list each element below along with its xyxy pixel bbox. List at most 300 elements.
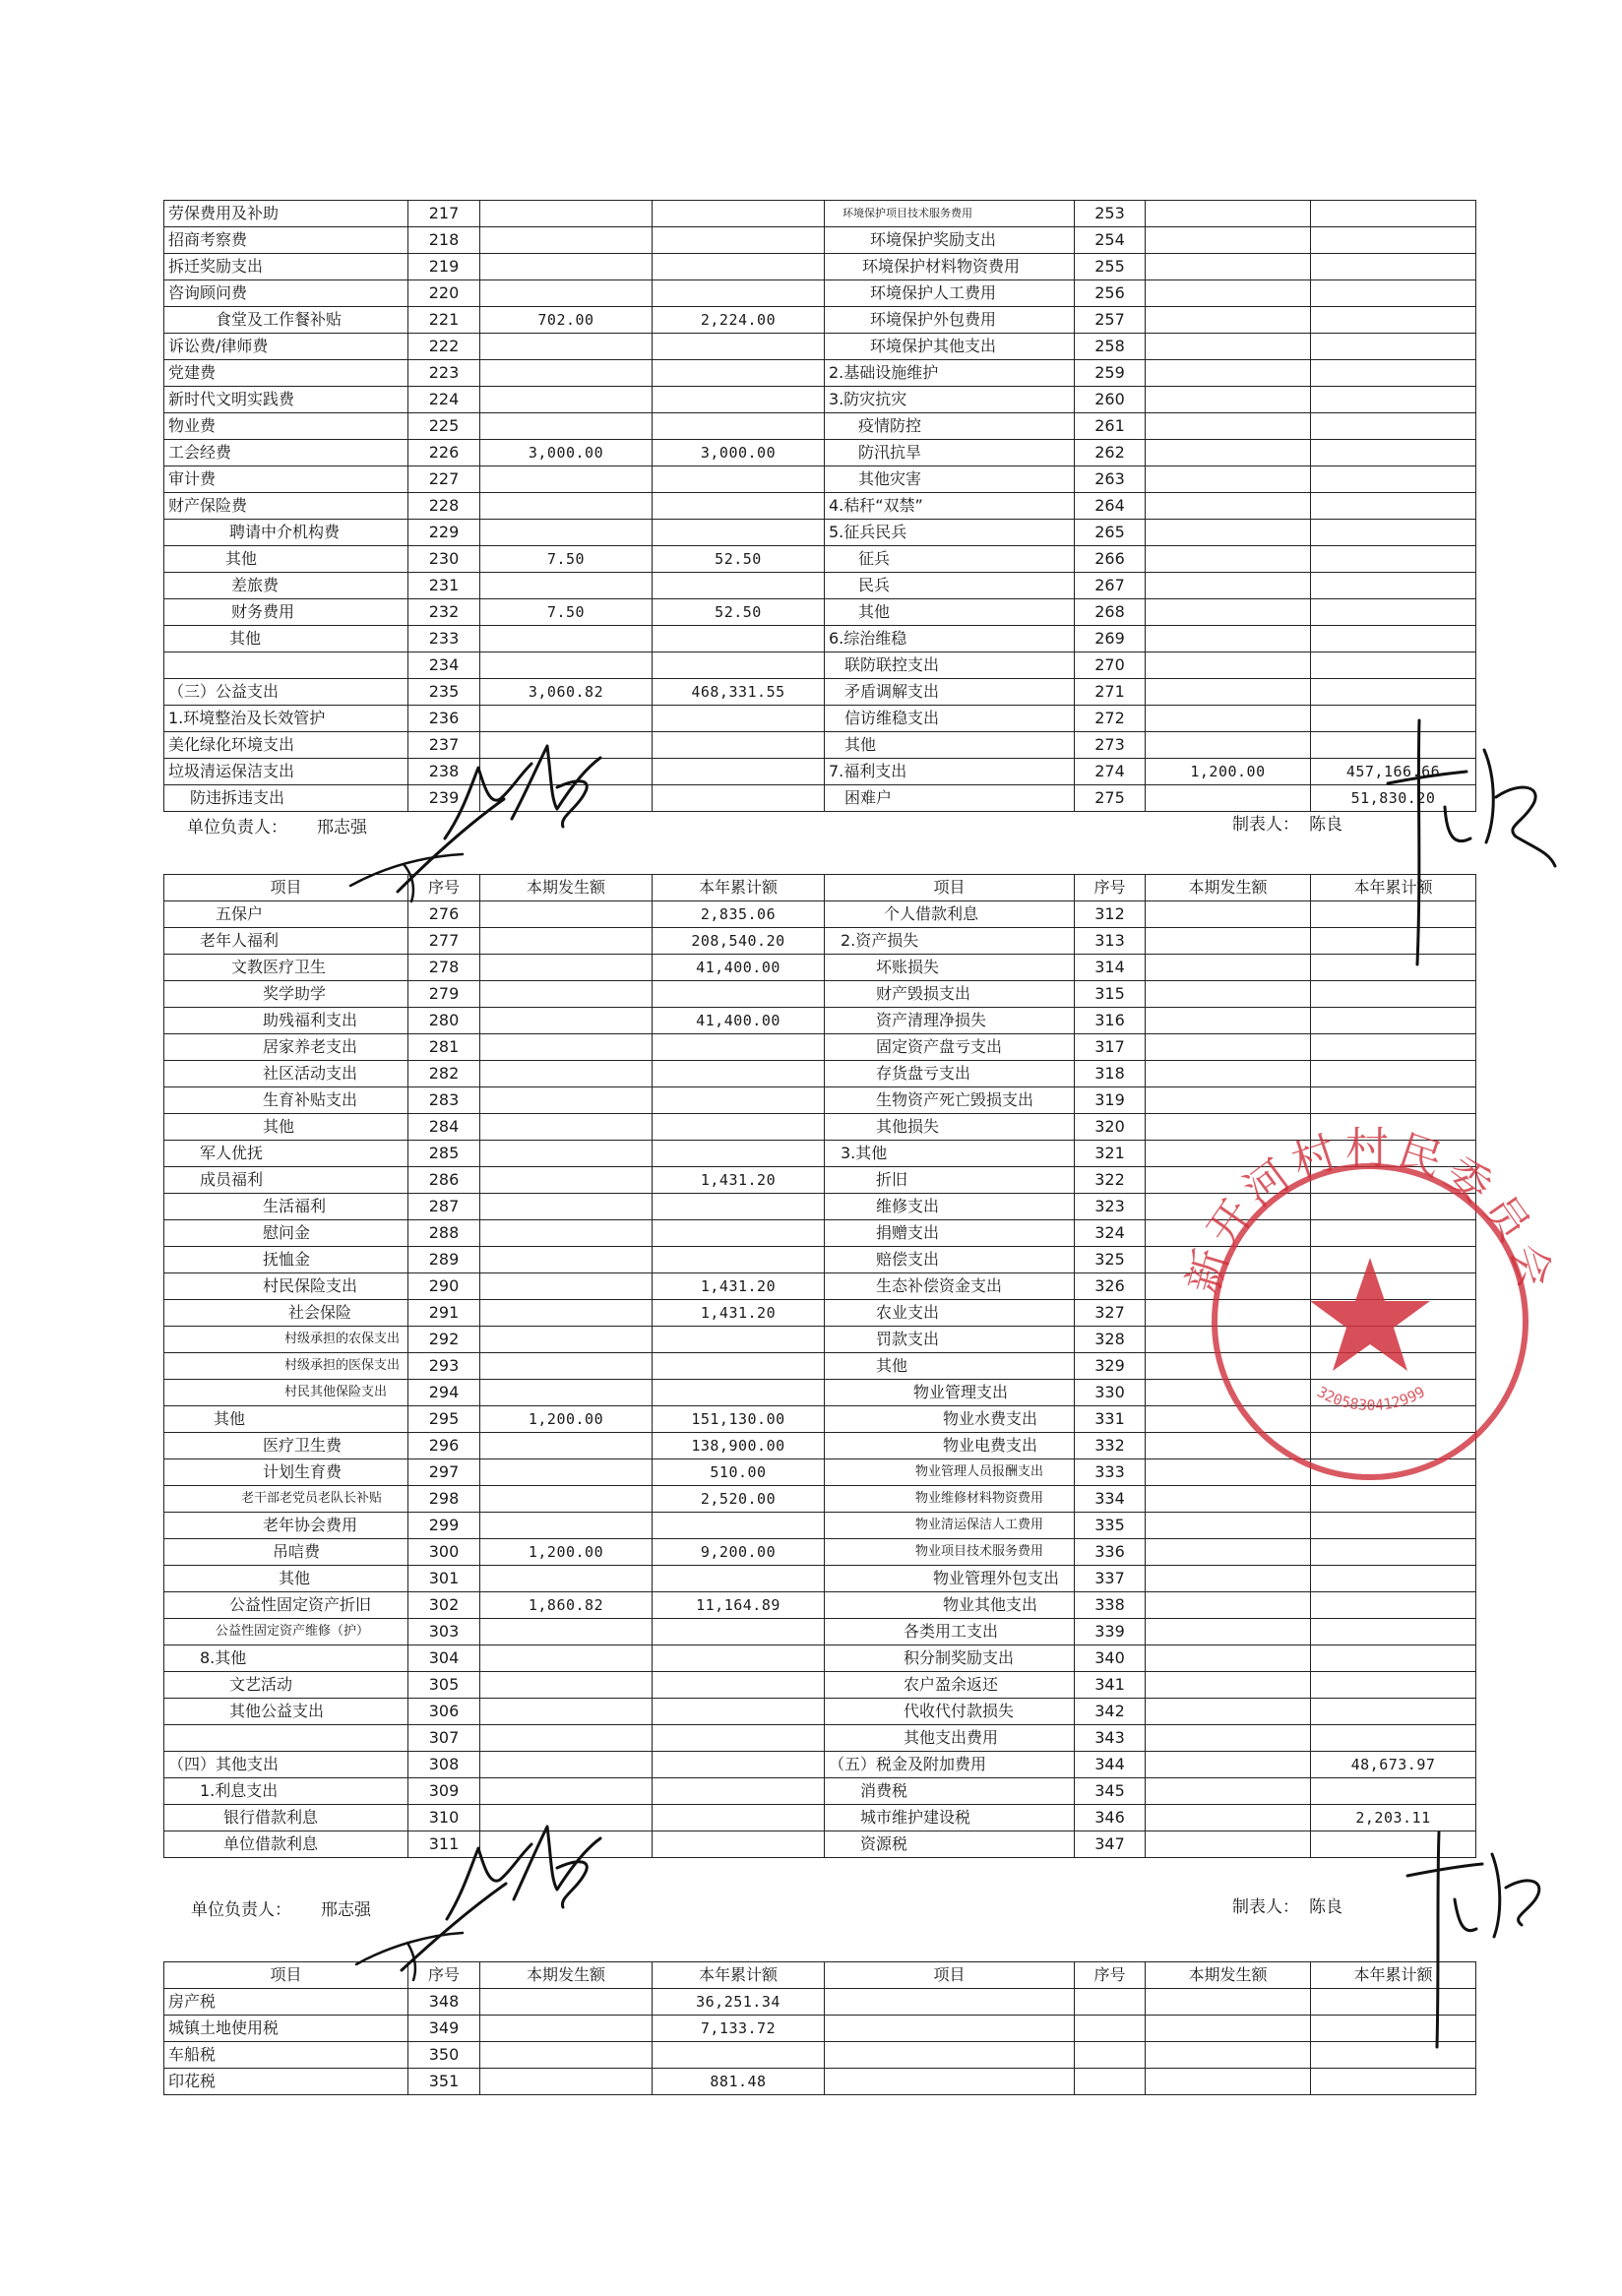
period-amount-cell-right [1146, 440, 1311, 466]
table-row [164, 1513, 1476, 1539]
ytd-amount-cell-right [1311, 1353, 1476, 1380]
period-amount-cell-right [1146, 1327, 1311, 1353]
seq-cell-right: 330 [1075, 1380, 1146, 1406]
period-amount-cell-right [1146, 1725, 1311, 1752]
item-cell: （四）其他支出 [164, 1752, 408, 1778]
table-row [164, 280, 1476, 307]
seq-cell-right: 332 [1075, 1433, 1146, 1459]
ytd-amount-cell-right [1311, 254, 1476, 280]
period-amount-cell [480, 1114, 653, 1141]
table-row [164, 1592, 1476, 1619]
item-cell: 财务费用 [164, 599, 408, 626]
ytd-amount-cell-right [1311, 1167, 1476, 1194]
period-amount-cell [480, 493, 653, 520]
item-cell-right: 其他 [825, 1353, 1075, 1380]
period-amount-cell-right [1146, 1008, 1311, 1034]
seq-cell: 302 [408, 1592, 480, 1619]
period-amount-cell-right [1146, 1592, 1311, 1619]
table-row [164, 307, 1476, 334]
ytd-amount-cell-right [1311, 706, 1476, 732]
item-cell: 印花税 [164, 2069, 408, 2095]
table-row [164, 1300, 1476, 1327]
ytd-amount-cell-right [1311, 1592, 1476, 1619]
item-cell: 五保户 [164, 901, 408, 928]
ytd-amount-cell-right [1311, 573, 1476, 599]
seq-cell-right: 313 [1075, 928, 1146, 955]
seq-cell: 290 [408, 1273, 480, 1300]
table-row [164, 901, 1476, 928]
seq-cell-right [1075, 2016, 1146, 2042]
item-cell-right: 物业水费支出 [825, 1406, 1075, 1433]
ytd-amount-cell: 52.50 [653, 599, 825, 626]
seq-cell: 311 [408, 1831, 480, 1858]
ytd-amount-cell-right [1311, 1513, 1476, 1539]
table-row [164, 334, 1476, 360]
seq-cell: 298 [408, 1486, 480, 1513]
item-cell-right: 环境保护奖励支出 [825, 227, 1075, 254]
maker-name: 陈良 [1309, 1897, 1342, 1917]
seq-cell: 350 [408, 2042, 480, 2069]
seq-cell: 299 [408, 1513, 480, 1539]
period-amount-cell [480, 360, 653, 387]
maker-name: 陈良 [1309, 815, 1342, 835]
ytd-amount-cell-right [1311, 1008, 1476, 1034]
period-amount-cell [480, 928, 653, 955]
item-cell: 美化绿化环境支出 [164, 732, 408, 759]
ytd-amount-cell: 881.48 [653, 2069, 825, 2095]
period-amount-cell [480, 1645, 653, 1672]
ytd-amount-cell: 7,133.72 [653, 2016, 825, 2042]
signature-line-owner [187, 813, 367, 838]
seq-cell-right: 255 [1075, 254, 1146, 280]
ytd-amount-cell-right [1311, 1486, 1476, 1513]
seq-cell: 303 [408, 1619, 480, 1645]
seq-cell-right: 256 [1075, 280, 1146, 307]
period-amount-cell-right [1146, 1141, 1311, 1167]
ytd-amount-cell: 510.00 [653, 1459, 825, 1486]
period-amount-cell [480, 1061, 653, 1087]
seq-cell: 304 [408, 1645, 480, 1672]
table-row [164, 546, 1476, 573]
period-amount-cell-right [1146, 901, 1311, 928]
period-amount-cell [480, 280, 653, 307]
period-amount-cell [480, 1273, 653, 1300]
ytd-amount-cell-right [1311, 1433, 1476, 1459]
item-cell-right: （五）税金及附加费用 [825, 1752, 1075, 1778]
ytd-amount-cell [653, 1725, 825, 1752]
item-cell: 成员福利 [164, 1167, 408, 1194]
period-amount-cell [480, 759, 653, 785]
period-amount-cell [480, 1619, 653, 1645]
period-amount-cell [480, 1778, 653, 1805]
seq-cell-right [1075, 1989, 1146, 2016]
signature-line-maker-2 [1232, 1893, 1342, 1917]
table-row [164, 1353, 1476, 1380]
ytd-amount-cell: 208,540.20 [653, 928, 825, 955]
seq-cell-right: 346 [1075, 1805, 1146, 1831]
ytd-amount-cell [653, 1380, 825, 1406]
ytd-amount-cell [653, 1513, 825, 1539]
item-cell: 城镇土地使用税 [164, 2016, 408, 2042]
table-row [164, 2042, 1476, 2069]
item-cell: 1.利息支出 [164, 1778, 408, 1805]
seq-cell: 305 [408, 1672, 480, 1699]
ytd-amount-cell: 2,224.00 [653, 307, 825, 334]
item-cell-right: 疫情防控 [825, 413, 1075, 440]
ytd-amount-cell-right [1311, 652, 1476, 679]
item-cell: 8.其他 [164, 1645, 408, 1672]
ytd-amount-cell-right [1311, 227, 1476, 254]
seq-cell: 221 [408, 307, 480, 334]
seq-cell: 280 [408, 1008, 480, 1034]
seq-cell-right: 317 [1075, 1034, 1146, 1061]
ytd-amount-cell [653, 254, 825, 280]
seq-cell-right: 261 [1075, 413, 1146, 440]
ytd-amount-cell-right [1311, 1778, 1476, 1805]
item-cell-right: 5.征兵民兵 [825, 520, 1075, 546]
ytd-amount-cell-right [1311, 1247, 1476, 1273]
seq-cell-right: 264 [1075, 493, 1146, 520]
seq-cell-right: 336 [1075, 1539, 1146, 1566]
ytd-amount-cell-right [1311, 1672, 1476, 1699]
period-amount-cell: 7.50 [480, 599, 653, 626]
ytd-amount-cell [653, 334, 825, 360]
seq-cell: 223 [408, 360, 480, 387]
seq-cell: 282 [408, 1061, 480, 1087]
table-row [164, 1034, 1476, 1061]
seq-cell-right: 260 [1075, 387, 1146, 413]
period-amount-cell [480, 387, 653, 413]
period-amount-cell [480, 1672, 653, 1699]
period-amount-cell-right [1146, 466, 1311, 493]
seq-cell-right: 274 [1075, 759, 1146, 785]
period-amount-cell-right [1146, 307, 1311, 334]
signature-line-owner-2 [191, 1895, 371, 1920]
table-header-row [164, 875, 1476, 901]
period-amount-cell-right [1146, 981, 1311, 1008]
header-ytd: 本年累计额 [653, 875, 825, 901]
item-cell: 银行借款利息 [164, 1805, 408, 1831]
seq-cell-right: 329 [1075, 1353, 1146, 1380]
item-cell: 物业费 [164, 413, 408, 440]
item-cell-right: 坏账损失 [825, 955, 1075, 981]
table-row [164, 1989, 1476, 2016]
ytd-amount-cell-right [1311, 201, 1476, 227]
seq-cell-right: 333 [1075, 1459, 1146, 1486]
seq-cell-right [1075, 2069, 1146, 2095]
item-cell-right: 其他灾害 [825, 466, 1075, 493]
seq-cell-right: 270 [1075, 652, 1146, 679]
table-row [164, 360, 1476, 387]
period-amount-cell-right [1146, 732, 1311, 759]
period-amount-cell-right [1146, 227, 1311, 254]
ytd-amount-cell-right [1311, 1699, 1476, 1725]
header-period-right: 本期发生额 [1146, 875, 1311, 901]
period-amount-cell-right [1146, 413, 1311, 440]
period-amount-cell [480, 1752, 653, 1778]
seq-cell-right: 269 [1075, 626, 1146, 652]
seq-cell-right: 347 [1075, 1831, 1146, 1858]
item-cell-right: 3.其他 [825, 1141, 1075, 1167]
period-amount-cell [480, 466, 653, 493]
seq-cell: 225 [408, 413, 480, 440]
ytd-amount-cell-right [1311, 1061, 1476, 1087]
maker-label: 制表人： [1232, 815, 1299, 835]
header-period-right: 本期发生额 [1146, 1962, 1311, 1989]
item-cell-right: 物业电费支出 [825, 1433, 1075, 1459]
item-cell: 聘请中介机构费 [164, 520, 408, 546]
item-cell-right: 资产清理净损失 [825, 1008, 1075, 1034]
seq-cell: 285 [408, 1141, 480, 1167]
ytd-amount-cell [653, 1114, 825, 1141]
item-cell-right: 罚款支出 [825, 1327, 1075, 1353]
period-amount-cell [480, 706, 653, 732]
owner-name: 邢志强 [317, 818, 367, 838]
seal-text: 新开河村村民委员会 [1177, 1123, 1563, 1300]
ytd-amount-cell [653, 1087, 825, 1114]
table-row [164, 227, 1476, 254]
ytd-amount-cell-right [1311, 1194, 1476, 1220]
seq-cell: 230 [408, 546, 480, 573]
seq-cell: 237 [408, 732, 480, 759]
ytd-amount-cell-right [1311, 360, 1476, 387]
seq-cell-right: 319 [1075, 1087, 1146, 1114]
period-amount-cell-right [1146, 2069, 1311, 2095]
table-row [164, 1433, 1476, 1459]
item-cell: 1.环境整治及长效管护 [164, 706, 408, 732]
period-amount-cell-right [1146, 1672, 1311, 1699]
ytd-amount-cell-right [1311, 387, 1476, 413]
seq-cell: 309 [408, 1778, 480, 1805]
period-amount-cell [480, 981, 653, 1008]
table-row [164, 1699, 1476, 1725]
item-cell-right: 积分制奖励支出 [825, 1645, 1075, 1672]
period-amount-cell-right [1146, 1087, 1311, 1114]
header-seq: 序号 [408, 1962, 480, 1989]
item-cell: 老年协会费用 [164, 1513, 408, 1539]
ytd-amount-cell [653, 1672, 825, 1699]
seq-cell: 219 [408, 254, 480, 280]
seq-cell: 310 [408, 1805, 480, 1831]
item-cell: 差旅费 [164, 573, 408, 599]
table-row [164, 1619, 1476, 1645]
period-amount-cell-right [1146, 573, 1311, 599]
table-row [164, 1406, 1476, 1433]
item-cell: 咨询顾问费 [164, 280, 408, 307]
ytd-amount-cell [653, 652, 825, 679]
period-amount-cell: 702.00 [480, 307, 653, 334]
item-cell-right: 7.福利支出 [825, 759, 1075, 785]
period-amount-cell [480, 1566, 653, 1592]
ytd-amount-cell: 41,400.00 [653, 1008, 825, 1034]
item-cell-right: 折旧 [825, 1167, 1075, 1194]
item-cell-right: 固定资产盘亏支出 [825, 1034, 1075, 1061]
seq-cell: 232 [408, 599, 480, 626]
item-cell-right [825, 2042, 1075, 2069]
ytd-amount-cell-right [1311, 1114, 1476, 1141]
ytd-amount-cell [653, 706, 825, 732]
seq-cell-right: 342 [1075, 1699, 1146, 1725]
ytd-amount-cell [653, 1194, 825, 1220]
owner-label: 单位负责人： [191, 1900, 291, 1920]
table-row [164, 2069, 1476, 2095]
period-amount-cell-right [1146, 955, 1311, 981]
seq-cell-right: 341 [1075, 1672, 1146, 1699]
item-cell-right: 消费税 [825, 1778, 1075, 1805]
period-amount-cell-right [1146, 1380, 1311, 1406]
period-amount-cell [480, 626, 653, 652]
item-cell-right: 财产毁损支出 [825, 981, 1075, 1008]
ytd-amount-cell: 41,400.00 [653, 955, 825, 981]
table-row [164, 466, 1476, 493]
period-amount-cell-right [1146, 1699, 1311, 1725]
table-row [164, 387, 1476, 413]
seq-cell: 300 [408, 1539, 480, 1566]
ytd-amount-cell-right [1311, 955, 1476, 981]
seq-cell-right: 262 [1075, 440, 1146, 466]
header-ytd-right: 本年累计额 [1311, 1962, 1476, 1989]
table-row [164, 2016, 1476, 2042]
ytd-amount-cell-right [1311, 493, 1476, 520]
ytd-amount-cell-right [1311, 546, 1476, 573]
item-cell [164, 1725, 408, 1752]
seq-cell-right: 331 [1075, 1406, 1146, 1433]
table-row [164, 1752, 1476, 1778]
period-amount-cell [480, 1805, 653, 1831]
ytd-amount-cell-right [1311, 413, 1476, 440]
item-cell: 食堂及工作餐补贴 [164, 307, 408, 334]
seq-cell-right [1075, 2042, 1146, 2069]
header-seq: 序号 [408, 875, 480, 901]
ytd-amount-cell-right [1311, 1380, 1476, 1406]
period-amount-cell [480, 1008, 653, 1034]
item-cell: 其他公益支出 [164, 1699, 408, 1725]
ytd-amount-cell-right: 48,673.97 [1311, 1752, 1476, 1778]
item-cell: 招商考察费 [164, 227, 408, 254]
item-cell: 文艺活动 [164, 1672, 408, 1699]
table-row [164, 981, 1476, 1008]
period-amount-cell [480, 1513, 653, 1539]
seq-cell-right: 318 [1075, 1061, 1146, 1087]
period-amount-cell [480, 1034, 653, 1061]
header-ytd-right: 本年累计额 [1311, 875, 1476, 901]
seq-cell: 220 [408, 280, 480, 307]
seq-cell: 348 [408, 1989, 480, 2016]
item-cell: 防违拆违支出 [164, 785, 408, 812]
ytd-amount-cell [653, 520, 825, 546]
period-amount-cell [480, 1486, 653, 1513]
period-amount-cell-right [1146, 679, 1311, 706]
seq-cell: 283 [408, 1087, 480, 1114]
period-amount-cell-right [1146, 1486, 1311, 1513]
seq-cell: 306 [408, 1699, 480, 1725]
ytd-amount-cell-right [1311, 1989, 1476, 2016]
seq-cell-right: 321 [1075, 1141, 1146, 1167]
item-cell-right: 其他支出费用 [825, 1725, 1075, 1752]
ytd-amount-cell [653, 1752, 825, 1778]
period-amount-cell [480, 1459, 653, 1486]
item-cell: 工会经费 [164, 440, 408, 466]
ytd-amount-cell-right [1311, 2069, 1476, 2095]
ytd-amount-cell [653, 759, 825, 785]
ytd-amount-cell [653, 732, 825, 759]
seq-cell: 286 [408, 1167, 480, 1194]
table-row [164, 1805, 1476, 1831]
period-amount-cell: 7.50 [480, 546, 653, 573]
period-amount-cell-right [1146, 706, 1311, 732]
item-cell-right: 其他 [825, 732, 1075, 759]
table-row [164, 1327, 1476, 1353]
seq-cell: 276 [408, 901, 480, 928]
item-cell-right: 2.资产损失 [825, 928, 1075, 955]
seq-cell: 288 [408, 1220, 480, 1247]
item-cell-right: 3.防灾抗灾 [825, 387, 1075, 413]
item-cell: 村级承担的农保支出 [164, 1327, 408, 1353]
item-cell-right: 捐赠支出 [825, 1220, 1075, 1247]
seq-cell-right: 326 [1075, 1273, 1146, 1300]
seq-cell: 301 [408, 1566, 480, 1592]
period-amount-cell-right [1146, 1300, 1311, 1327]
period-amount-cell-right [1146, 2042, 1311, 2069]
period-amount-cell [480, 1353, 653, 1380]
seq-cell: 281 [408, 1034, 480, 1061]
seq-cell-right: 338 [1075, 1592, 1146, 1619]
item-cell-right: 个人借款利息 [825, 901, 1075, 928]
seq-cell-right: 323 [1075, 1194, 1146, 1220]
period-amount-cell-right [1146, 1989, 1311, 2016]
item-cell-right: 环境保护外包费用 [825, 307, 1075, 334]
ytd-amount-cell-right [1311, 1327, 1476, 1353]
table-row [164, 1061, 1476, 1087]
period-amount-cell [480, 413, 653, 440]
ytd-amount-cell [653, 360, 825, 387]
period-amount-cell [480, 1327, 653, 1353]
period-amount-cell-right [1146, 280, 1311, 307]
signature-line-maker [1232, 810, 1342, 835]
ytd-amount-cell-right [1311, 1087, 1476, 1114]
seq-cell-right: 335 [1075, 1513, 1146, 1539]
ytd-amount-cell-right [1311, 440, 1476, 466]
item-cell: 老年人福利 [164, 928, 408, 955]
table-row [164, 1167, 1476, 1194]
seq-cell: 284 [408, 1114, 480, 1141]
table-row [164, 1194, 1476, 1220]
period-amount-cell [480, 334, 653, 360]
seq-cell-right: 339 [1075, 1619, 1146, 1645]
ytd-amount-cell-right [1311, 1034, 1476, 1061]
ytd-amount-cell [653, 387, 825, 413]
item-cell: 村民其他保险支出 [164, 1380, 408, 1406]
seq-cell: 228 [408, 493, 480, 520]
table-row [164, 679, 1476, 706]
item-cell-right [825, 1989, 1075, 2016]
seq-cell-right: 327 [1075, 1300, 1146, 1327]
item-cell: 助残福利支出 [164, 1008, 408, 1034]
item-cell: 垃圾清运保洁支出 [164, 759, 408, 785]
period-amount-cell-right [1146, 201, 1311, 227]
table-row [164, 1114, 1476, 1141]
period-amount-cell [480, 1831, 653, 1858]
ytd-amount-cell-right [1311, 1645, 1476, 1672]
item-cell: 单位借款利息 [164, 1831, 408, 1858]
item-cell: 其他 [164, 1114, 408, 1141]
item-cell-right: 存货盘亏支出 [825, 1061, 1075, 1087]
period-amount-cell [480, 2042, 653, 2069]
ytd-amount-cell: 2,835.06 [653, 901, 825, 928]
item-cell: 其他 [164, 1406, 408, 1433]
item-cell-right: 生物资产死亡毁损支出 [825, 1087, 1075, 1114]
header-item-right: 项目 [825, 1962, 1075, 1989]
